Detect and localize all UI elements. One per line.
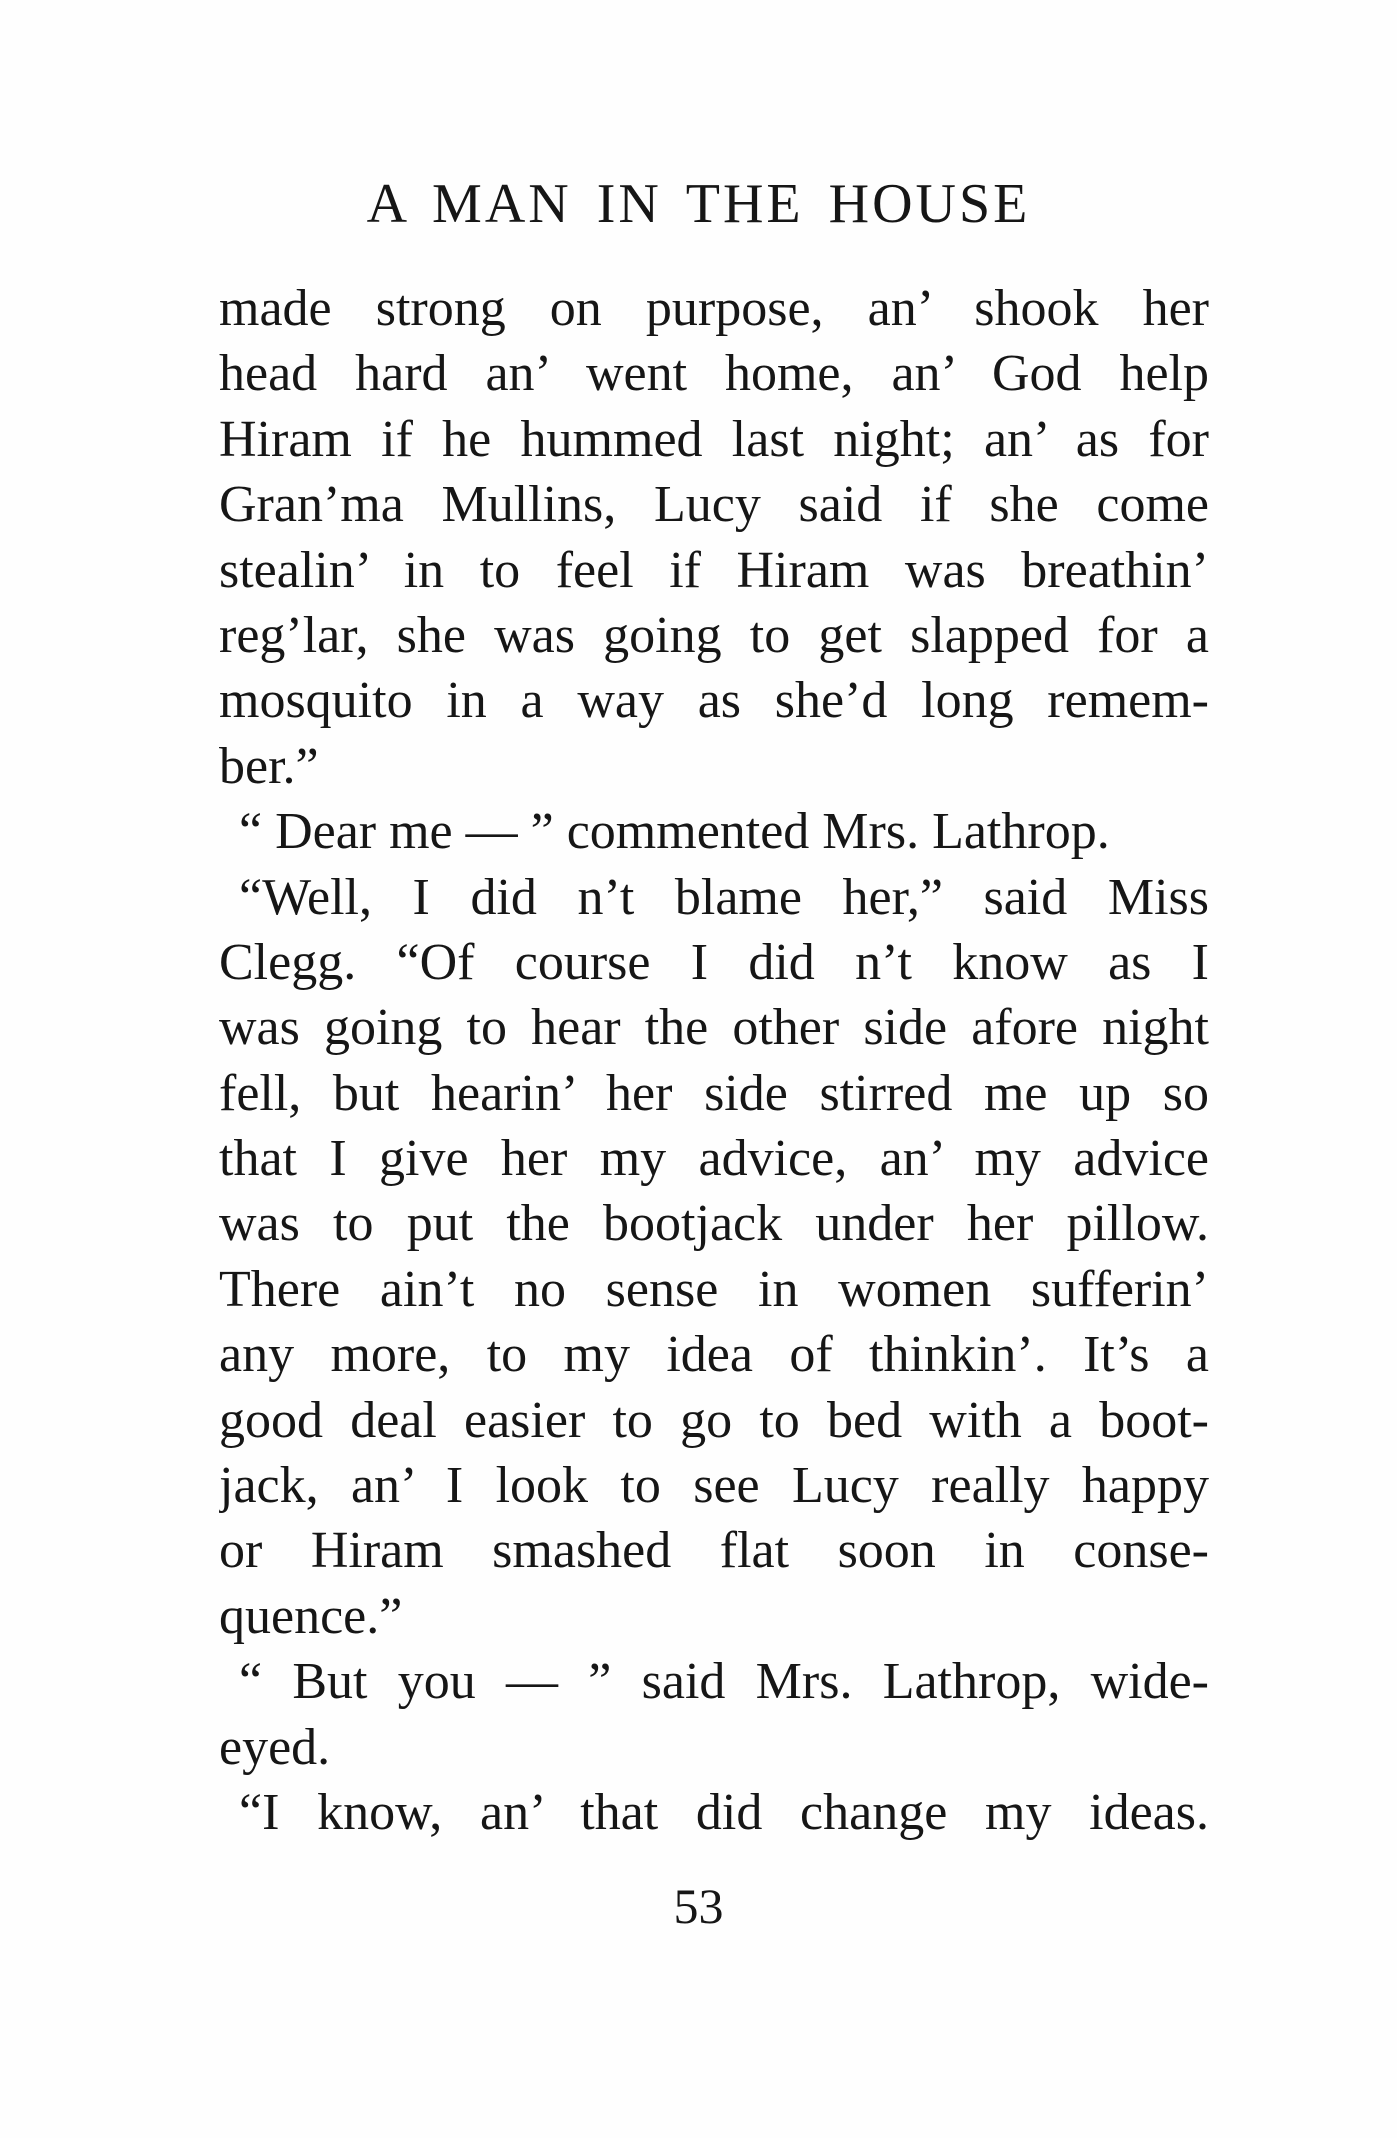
text-line: Clegg. “Of course I did n’t know as I	[219, 933, 1209, 991]
text-line: fell, but hearin’ her side stirred me up so	[219, 1064, 1209, 1122]
text-line: was going to hear the other side afore night	[219, 999, 1209, 1057]
text-line: “ Dear me — ” commented Mrs. Lathrop.	[239, 803, 1110, 861]
body-text	[219, 276, 1209, 1845]
text-line: or Hiram smashed flat soon in conse-	[219, 1522, 1209, 1580]
text-line: quence.”	[219, 1587, 403, 1645]
text-line: jack, an’ I look to see Lucy really happy	[219, 1457, 1209, 1515]
text-line: head hard an’ went home, an’ God help	[219, 345, 1209, 403]
text-line: There ain’t no sense in women sufferin’	[219, 1260, 1209, 1318]
text-line: that I give her my advice, an’ my advice	[219, 1130, 1209, 1188]
text-line: “Well, I did n’t blame her,” said Miss	[239, 868, 1209, 926]
text-line: Gran’ma Mullins, Lucy said if she come	[219, 476, 1209, 534]
text-line: good deal easier to go to bed with a boot-	[219, 1391, 1209, 1449]
text-line: any more, to my idea of thinkin’. It’s a	[219, 1326, 1209, 1384]
text-line: Hiram if he hummed last night; an’ as for	[219, 410, 1209, 468]
text-line: reg’lar, she was going to get slapped for a	[219, 606, 1209, 664]
text-line: mosquito in a way as she’d long remem-	[219, 672, 1209, 730]
text-line: was to put the bootjack under her pillow.	[219, 1195, 1209, 1253]
text-line: made strong on purpose, an’ shook her	[219, 280, 1209, 337]
page-number: 53	[673, 1878, 724, 1934]
text-line: ber.”	[219, 737, 319, 795]
running-head: A MAN IN THE HOUSE	[366, 173, 1031, 235]
text-line: “I know, an’ that did change my ideas.	[239, 1783, 1209, 1841]
text-line: “ But you — ” said Mrs. Lathrop, wide-	[239, 1653, 1209, 1711]
text-line: eyed.	[219, 1718, 331, 1776]
text-line: stealin’ in to feel if Hiram was breathin’	[219, 541, 1209, 599]
